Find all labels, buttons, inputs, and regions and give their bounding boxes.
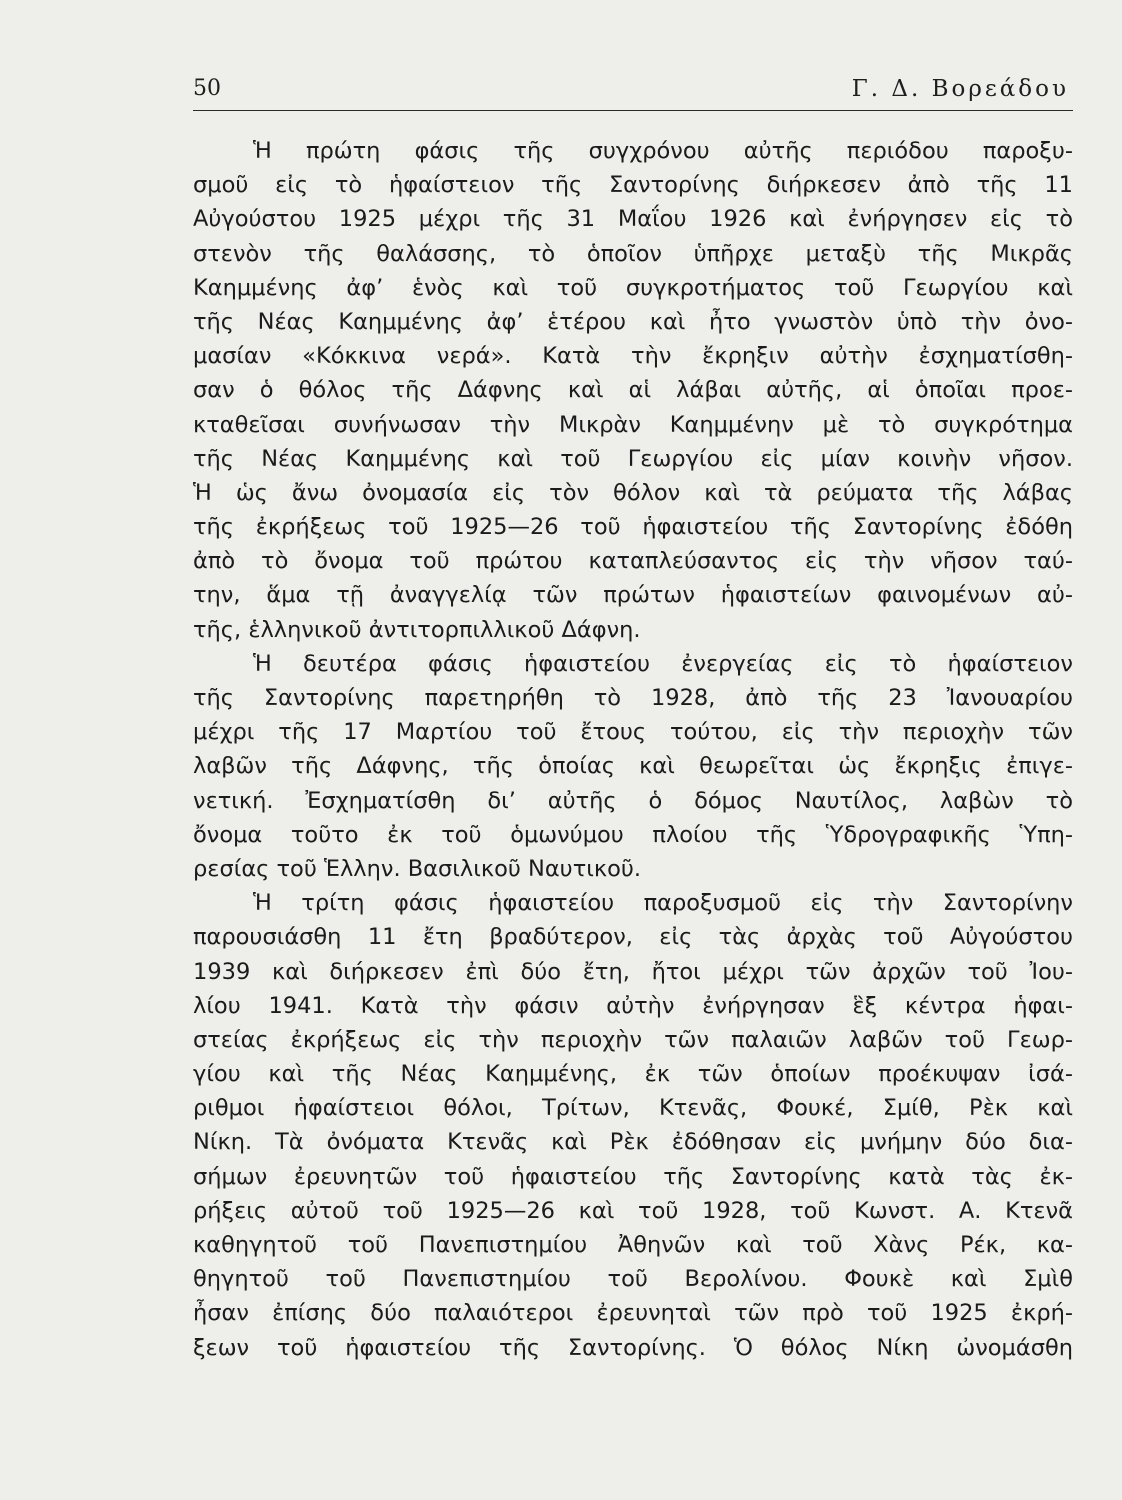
text-line: μασίαν «Κόκκινα νερά». Κατὰ τὴν ἔκρηξιν αὐτὴν ἐσχηματίσθη-	[193, 343, 1073, 370]
text-line: τῆς Σαντορίνης παρετηρήθη τὸ 1928, ἀπὸ τῆς 23 Ἰανουαρίου	[193, 685, 1073, 711]
text-line: Ἡ ὡς ἄνω ὀνομασία εἰς τὸν θόλον καὶ τὰ ρεύματα τῆς λάβας	[193, 479, 1073, 506]
text-line: μέχρι τῆς 17 Μαρτίου τοῦ ἔτους τούτου, εἰς τὴν περιοχὴν τῶν	[193, 719, 1073, 746]
text-line: στενὸν τῆς θαλάσσης, τὸ ὁποῖον ὑπῆρχε μεταξὺ τῆς Μικρᾶς	[193, 240, 1073, 267]
text-line: σαν ὁ θόλος τῆς Δάφνης καὶ αἱ λάβαι αὐτῆς, αἱ ὁποῖαι προε-	[193, 377, 1073, 404]
text-line: στείας ἐκρήξεως εἰς τὴν περιοχὴν τῶν παλαιῶν λαβῶν τοῦ Γεωρ-	[193, 1026, 1073, 1053]
text-line: 1939 καὶ διήρκεσεν ἐπὶ δύο ἔτη, ἤτοι μέχρι τῶν ἀρχῶν τοῦ Ἰου-	[193, 958, 1073, 985]
text-line: καθηγητοῦ τοῦ Πανεπιστημίου Ἀθηνῶν καὶ τοῦ Χὰνς Ρέκ, κα-	[193, 1232, 1073, 1258]
text-line: νετική. Ἐσχηματίσθη δι’ αὐτῆς ὁ δόμος Ναυτίλος, λαβὼν τὸ	[193, 787, 1073, 814]
text-line: παρουσιάσθη 11 ἔτη βραδύτερον, εἰς τὰς ἀρχὰς τοῦ Αὐγούστου	[193, 924, 1073, 951]
text-line: ὄνομα τοῦτο ἐκ τοῦ ὁμωνύμου πλοίου τῆς Ὑδρογραφικῆς Ὑπη-	[193, 821, 1073, 848]
author-name: Γ. Δ. Βορεάδου	[851, 76, 1069, 102]
text-line: τῆς ἐκρήξεως τοῦ 1925—26 τοῦ ἡφαιστείου τῆς Σαντορίνης ἐδόθη	[193, 514, 1073, 541]
page-number: 50	[193, 76, 221, 101]
text-line: Ἡ δευτέρα φάσις ἡφαιστείου ἐνεργείας εἰς τὸ ἡφαίστειον	[253, 650, 1073, 677]
text-line: ριθμοι ἡφαίστειοι θόλοι, Τρίτων, Κτενᾶς, Φουκέ, Σμίθ, Ρὲκ καὶ	[193, 1095, 1073, 1122]
running-head	[193, 70, 1073, 111]
text-line: κταθεῖσαι συνήνωσαν τὴν Μικρὰν Καημμένην μὲ τὸ συγκρότημα	[193, 411, 1073, 438]
text-line: την, ἅμα τῇ ἀναγγελίᾳ τῶν πρώτων ἡφαιστείων φαινομένων αὐ-	[193, 582, 1073, 609]
text-line: ξεων τοῦ ἡφαιστείου τῆς Σαντορίνης. Ὁ θόλος Νίκη ὠνομάσθη	[193, 1334, 1073, 1361]
text-line: Ἡ τρίτη φάσις ἡφαιστείου παροξυσμοῦ εἰς τὴν Σαντορίνην	[253, 890, 1073, 917]
text-line: γίου καὶ τῆς Νέας Καημμένης, ἐκ τῶν ὁποίων προέκυψαν ἰσά-	[193, 1061, 1073, 1088]
text-line: θηγητοῦ τοῦ Πανεπιστημίου τοῦ Βερολίνου. Φουκὲ καὶ Σμὶθ	[193, 1266, 1073, 1293]
text-line: Αὐγούστου 1925 μέχρι τῆς 31 Μαΐου 1926 καὶ ἐνήργησεν εἰς τὸ	[193, 206, 1073, 233]
text-line: Νίκη. Τὰ ὀνόματα Κτενᾶς καὶ Ρὲκ ἐδόθησαν εἰς μνήμην δύο δια-	[193, 1129, 1073, 1156]
text-line: τῆς Νέας Καημμένης καὶ τοῦ Γεωργίου εἰς μίαν κοινὴν νῆσον.	[193, 445, 1073, 472]
body-text	[193, 134, 1073, 1484]
paragraph-second-phase	[193, 647, 1073, 886]
text-line: ἀπὸ τὸ ὄνομα τοῦ πρώτου καταπλεύσαντος εἰς τὴν νῆσον ταύ-	[193, 548, 1073, 575]
text-line: Ἡ πρώτη φάσις τῆς συγχρόνου αὐτῆς περιόδου παροξυ-	[253, 138, 1073, 164]
paragraph-third-phase	[193, 886, 1073, 1365]
text-line: λίου 1941. Κατὰ τὴν φάσιν αὐτὴν ἐνήργησαν ἓξ κέντρα ἡφαι-	[193, 992, 1073, 1019]
text-line: τῆς Νέας Καημμένης ἀφ’ ἑτέρου καὶ ἦτο γνωστὸν ὑπὸ τὴν ὀνο-	[193, 308, 1073, 335]
text-line: ρήξεις αὐτοῦ τοῦ 1925—26 καὶ τοῦ 1928, τοῦ Κωνστ. Α. Κτενᾶ	[193, 1197, 1073, 1224]
text-line: ἦσαν ἐπίσης δύο παλαιότεροι ἐρευνηταὶ τῶν πρὸ τοῦ 1925 ἐκρή-	[193, 1300, 1073, 1327]
text-line: Καημμένης ἀφ’ ἑνὸς καὶ τοῦ συγκροτήματος τοῦ Γεωργίου καὶ	[193, 274, 1073, 301]
text-line: λαβῶν τῆς Δάφνης, τῆς ὁποίας καὶ θεωρεῖται ὡς ἔκρηξις ἐπιγε-	[193, 753, 1073, 780]
text-line: ρεσίας τοῦ Ἑλλην. Βασιλικοῦ Ναυτικοῦ.	[193, 855, 642, 882]
text-line: τῆς, ἑλληνικοῦ ἀντιτορπιλλικοῦ Δάφνη.	[193, 616, 641, 643]
text-line: σήμων ἐρευνητῶν τοῦ ἡφαιστείου τῆς Σαντορίνης κατὰ τὰς ἐκ-	[193, 1163, 1073, 1190]
text-line: σμοῦ εἰς τὸ ἡφαίστειον τῆς Σαντορίνης διήρκεσεν ἀπὸ τῆς 11	[193, 172, 1073, 199]
paragraph-first-phase	[193, 134, 1073, 647]
